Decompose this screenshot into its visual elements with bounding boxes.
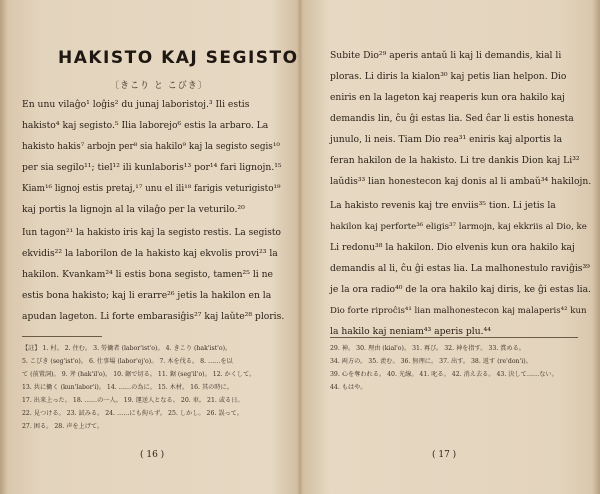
body-line: Iun tagon²¹ la hakisto iris kaj la segisto restis. La segisto [22,228,281,238]
body-line: kaj portis la lignojn al la vilaĝo per la veturilo.²⁰ [22,204,245,215]
page-number: ( 17 ) [432,450,457,460]
footnote-line: 39. 心を奪われる。 40. 光線。 41. 叱る。 42. 消え去る。 43. 決して……ない。 [330,371,558,378]
body-line: laŭdis³³ lian honestecon kaj donis al li ambaŭ³⁴ hakilojn. [330,176,592,187]
body-line: Kiam¹⁶ lignoj estis pretaj,¹⁷ unu el ili¹⁸ farigis veturigisto¹⁹ [22,184,281,194]
footnote-line: 34. 両方の。 35. 羨む。 36. 無理に。 37. 出す。 38. 返す (re'don'i)。 [330,358,532,365]
body-line: demandis lin, ĉu ĝi estas lia. Sed ĉar li estis honesta [330,113,574,124]
body-line: Li redonu³⁸ la hakilon. Dio elvenis kun ora hakilo kaj [330,242,575,253]
footnote-line: 17. 出来上った。 18. ……の一人。 19. 運送人となる。 20. 車。 21. 或る日。 [22,397,244,404]
body-line: eniris en la lageton kaj reaperis kun ora hakilo kaj [330,92,565,103]
body-line: je la ora radio⁴⁰ de la ora hakilo kaj diris, ke ĝi estas lia. [330,284,591,295]
page-number: ( 16 ) [140,450,165,460]
footnote-line: 27. 困る。 28. 声を上げて。 [22,423,104,430]
body-line: hakisto⁴ kaj segisto.⁵ Ilia laborejo⁶ estis la arbaro. La [22,120,269,131]
body-line: feran hakilon de la hakisto. Li tre dankis Dion kaj Li³² [330,155,580,166]
body-line: ekvidis²² la laborilon de la hakisto kaj ekvolis provi²³ la [22,248,278,259]
body-line: la hakilo kaj neniam⁴³ aperis plu.⁴⁴ [330,326,491,337]
body-line: apudan lageton. Li forte embarasiĝis²⁷ kaj laŭte²⁸ ploris. [22,311,285,322]
footnote-line: て (前置詞)。 9. 斧 (hak'il'o)。 10. 鋸で切る。 11. 鋸 (seg'il'o)。 12. かくして。 [22,371,256,378]
body-line: demandis al li, ĉu ĝi estas lia. La malhonestulo raviĝis³⁹ [330,263,590,274]
footnote-line: 29. 神。 30. 理由 (kial'o)。 31. 再び。 32. 神を指す。 33. 賞める。 [330,345,525,352]
body-line: La hakisto revenis kaj tre enviis³⁵ tion. Li jetis la [330,200,556,211]
body-line: ploras. Li diris la kialon³⁰ kaj petis lian helpon. Dio [330,71,567,82]
body-line: Dio forte riproĉis⁴¹ lian malhonestecon kaj malaperis⁴² kun [330,306,587,316]
footnote-line: 13. 共に働く (kun'labor'i)。 14. ……の為に。 15. 木材。 16. 其の時に。 [22,384,233,391]
body-line: estis bona hakisto; kaj li erarre²⁶ jetis la hakilon en la [22,290,272,301]
story-title: HAKISTO KAJ SEGISTO [58,48,299,68]
footnote-rule [330,337,578,338]
body-line: per sia segilo¹¹; tiel¹² ili kunlaboris¹³ por¹⁴ fari lignojn.¹⁵ [22,162,282,173]
body-line: hakisto hakis⁷ arbojn per⁸ sia hakilo⁹ kaj la segisto segis¹⁰ [22,142,280,152]
body-line: En unu vilaĝo¹ loĝis² du junaj laboristoj.³ Ili estis [22,99,250,110]
body-line: Subite Dio²⁹ aperis antaŭ li kaj li demandis, kial li [330,50,562,61]
body-line: hakilon kaj perforte³⁶ eligis³⁷ larmojn, kaj ekkriis al Dio, ke [330,222,587,232]
footnote-line: 44. もはや。 [330,384,367,391]
body-line: junulo, li neis. Tiam Dio rea³¹ eniris kaj alportis la [330,134,563,145]
body-line: hakilon. Kvankam²⁴ li estis bona segisto, tamen²⁵ li ne [22,269,273,280]
footnote-line: 5. こびき (seg'ist'o)。 6. 仕事場 (labor'ej'o)。 7. 木を伐る。 8. ……を以 [22,358,233,365]
footnote-line: 22. 見つける。 23. 試みる。 24. ……にも拘らず。 25. しかし。 26. 誤って。 [22,410,243,417]
footnote-rule [22,336,102,337]
story-subtitle: 〔きこり と こびき〕 [110,81,208,91]
right-page [300,0,600,494]
footnote-line: 【註】 1. 村。 2. 住む。 3. 勞働者 (labor'ist'o)。 4. きこり (hak'ist'o)。 [22,345,232,352]
